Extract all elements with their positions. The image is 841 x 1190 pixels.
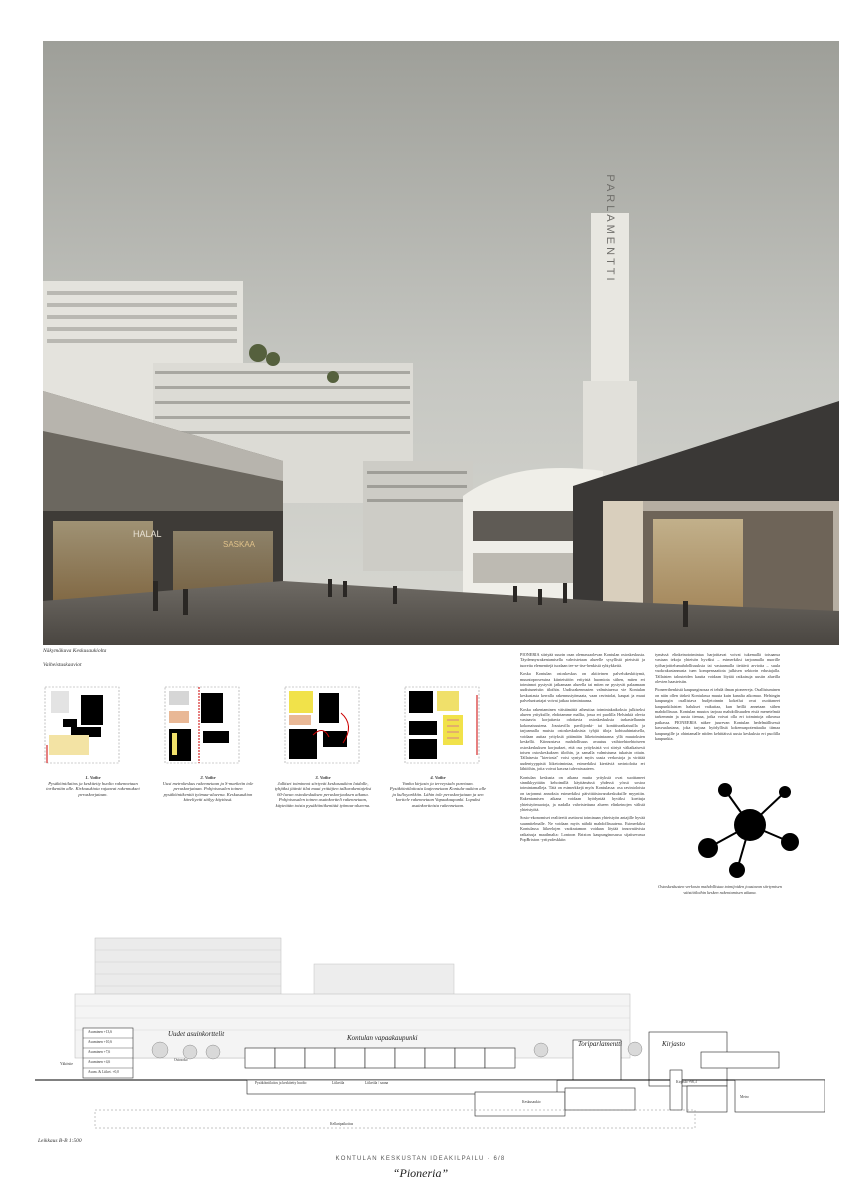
label-kirjasto: Kirjasto xyxy=(662,1040,685,1048)
shop-sign-saskaa: SASKAA xyxy=(223,540,256,549)
paragraph: tymässä elinkeinotoimintaa harjoittavat voivat tukemallä toisaansa vastaan tekoja yhteisön hyväksi – esimerkiksi tarjoamalla nuorille työharjoittelumahdollisuuksia tai vastaamalla tiettävä arvioita – suula vuokrakustannusta tuen kompensaatiota julkisen sektorin edustajalla. Tällaisten talouteiden kautta voidaan löytää ratkaisuja uusiin alueilla olevien haasteisiin. xyxy=(655,652,780,685)
label-asuminen-13: Asuminen +13,6 xyxy=(88,1030,112,1034)
phase-4-title: 4. Vaihe xyxy=(430,775,446,780)
render-caption: Näkymäkuva Keskusaukiolta xyxy=(43,648,107,654)
label-keskusaukio: Keskusaukio xyxy=(522,1100,541,1104)
phase-1-text xyxy=(43,775,143,797)
phase-1-title: 1. Vaihe xyxy=(85,775,101,780)
label-ykkostie: Ykköstie xyxy=(60,1062,73,1066)
network-caption: Ostoskeskusten verkosto mahdollistaa toimijoiden joustavan siirtymisen väistötiloihin kesken rakentamisen aikana. xyxy=(658,884,782,895)
text-column-1 xyxy=(520,652,645,845)
label-asuminen-0: Asum. & Liiket. +0,0 xyxy=(88,1070,119,1074)
label-asuminen-4: Asuminen +4,6 xyxy=(88,1060,111,1064)
label-toriparlamentti: Toriparlamentti xyxy=(578,1040,623,1048)
section-drawing xyxy=(35,932,825,1132)
competition-title: KONTULAN KESKUSTAN IDEAKILPAILU · 6/8 xyxy=(335,1156,506,1162)
label-kirjasto-level: Kirjasto +90,3 xyxy=(676,1080,697,1084)
phase-1-description: Pysäköintilaitos ja keskitetty huolto rakennetaan torikentän alle. Kirkoaukiota rajaavat rakennukset peruskorjataan. xyxy=(46,780,140,797)
paragraph: Kontulan keskusta on aikana mutta yrityksiä ovat suoittaneet sinnikkyyttään kehoimillä käyttämässä yhdessä yössä sosioa toimintamalleja. Tätä on esimerkkejä myös Kontulassa: osa ravintoloista on tarjonnut annoksia esimerkiksi päivittäistavarakeskuksille myyntiin. Rakentamisen aikana voidaan hyödyntää hyväksi koettuja yhteistyömuotoja, ja nadalla vahvistettuna alueen elinkeinojen välistä yhteistyötä. xyxy=(520,774,645,812)
label-asuminen-10: Asuminen +10,6 xyxy=(88,1040,112,1044)
phase-3-description: Julkiset toiminnot siirtyvät keskusaukion laidalle, tyhjäksi jäävät tilat muut yrittäjien talkurakentajeksi 60-luvun ostoskeskuksen peruskorjauksen aikana. Pohjoisosalen toinen asuinkortteli rakennetaan, käytetään toista pysäköintikenttää työmaa-alueena. xyxy=(274,780,372,808)
phase-4-description: Vanha kirjasto ja terveystalo puretaan. Pysäköintilaitosta laajennetaan Kontula-aukion alle ja kulloyarkkiin. Lähin tole peruskorjataan ja sen korttele rakennetaan Vapaakaupunki. Lopuksi asuinkortteista rakennetaan. xyxy=(389,780,487,808)
label-vapaakaupunki: Kontulan vapaakaupunki xyxy=(347,1034,418,1042)
label-uudet-asuinkorttelit: Uudet asuinkorttelit xyxy=(168,1030,225,1038)
label-liiketila-sauna: Liiketila / sauna xyxy=(365,1081,389,1085)
phase-4-diagram xyxy=(403,685,481,765)
phase-3-text xyxy=(273,775,373,809)
phase-3-diagram xyxy=(283,685,361,765)
phase-2-title: 2. Vaihe xyxy=(200,775,216,780)
label-ostosoko: Ostosoko xyxy=(174,1058,188,1062)
paragraph: Pioneerihenkistä kaupunginosaa ei tehdä ilman pioneereja. Osallistuminen on näin ollen tärkeä Kontulassa muuta kuin kanalta aikomuo. Helsingin kaupungin osallistava budjetoinnin kokeilut ovat osoittaneet kaupunkilaisten halukset vaikuttaa, kun heillä annetaan siihen mahdollisuus. Kontulan muutos tarjoaa mahdollisuuden etsiä menetelmiä tarkemmin ja uusia tiemaa, jotka voivat olla eri toimintoja oikeassa paikassa. PIONEERIA näkee juurevan Kontulan hedelmällisessä kasvualustana, joka tarjoaa hyödyllistä kokemuspotentiaalia tiimaa kaupungille ja ohintamalle niiden kehittäissä uusia keskuksia eri puolilla kaupunkia. xyxy=(655,687,780,742)
tower-sign: PARLAMENTTI xyxy=(604,174,616,284)
phase-4-text xyxy=(388,775,488,809)
paragraph: Koska rakentaminen väistämättä aiheuttaa toimintakatkoksia julkiseksi alueen yrityksille, ehdotamme mallia, jossa eri puolilla Helsinkiä olevia vastaavia korjattavia odottavia ostoskeskuksia tarkastellaanin kokonaisuutena. Joustavilla pavilijonki- tai kontitisratkaisuilla ja tarjoamalla muista ostoskeskuksista tyhjiä tiloja kohtuuhintaisella, voidaan auttaa yrityksiä pitämään liiketoimintaansa yllä muutoksien keskellä. Kiinnostava mahdollisuus avautuu vaihtoehtoehtoiseen ostoskeskuksen korjaukset, että osa yrityksistä voi siirtyä väliaikaisesti toisen ostoskeskuksen tiloihin, ja samalla valmistuma tukaisin ottain. Tällaisesta "kiertosta" voisi syntyä myös uusia verkostoja ja virittää uudentyyppistä liiketoimintaa, esimerkiksi kiertäviä ravintoloita eri lähiöihin, joita voivat kasvaa tulevaisuuteen. xyxy=(520,706,645,772)
section-scale-label: Leikkaus B-B 1:500 xyxy=(38,1138,82,1144)
label-kellaripaikoitus: Kellaripaikoitus xyxy=(330,1122,354,1126)
label-asuminen-7: Asuminen +7,6 xyxy=(88,1050,111,1054)
shop-sign-halal: HALAL xyxy=(133,529,162,539)
text-column-2 xyxy=(655,652,780,745)
label-metro: Metro xyxy=(740,1095,749,1099)
label-pysakointi: Pysäköintilaitos ja keskitetty huolto xyxy=(255,1081,307,1085)
hero-render xyxy=(43,41,839,645)
entry-name: “Pioneria” xyxy=(392,1166,449,1180)
phase-2-text xyxy=(158,775,258,803)
paragraph: Sosio-ekonomiset realiteetit asettavat toiminaan yhteistyön antajille hyvää suunnitelmalle. Ne voidaan myös nähdä mahdollisuutena. Esimerkiksi Kontulassa liikeelojen vaokratamon voidaan löytää innovatiivisia ratkaisuja maailmalta: Lontoon Brixton kaupunginosassa sijaitsevassa PopBrixton -yritysdeskkiin xyxy=(520,815,645,842)
phase-2-description: Uusi metrokeskus rakennetaan ja S-marketin tole peruskorjataan. Pohjoisosalen toinen pysäköintikenttä työmaa-alueena. Keskusaukion käveltyetti säilyy käytössä. xyxy=(162,780,254,803)
plaza-render-image xyxy=(43,41,839,645)
paragraph: Koska Kontulan ostoskeskus on aktiivinen palvelukeskittymä, muuntoprosessina kiinteistöön erityistä huomiota siihen, miten eri toiminnot pystyvät jatkamaan alueella tai miten ne pystyvät palaamaan uudistuneisiin tiloihin. Uudisrakennusten valmistuessa vie Kontulan keskustasta kerralla rakennustyömaata, vaan ravintolat, kaupat ja muut palvelunturiajat voivat jatkaa toimintaansa. xyxy=(520,671,645,704)
phase-3-title: 3. Vaihe xyxy=(315,775,331,780)
network-diagram xyxy=(675,770,805,882)
phase-2-diagram xyxy=(163,685,241,765)
phase-1-diagram xyxy=(43,685,121,765)
paragraph: PIONERIA siirtyää suurin osan olemassaolevan Kontulan ostoskeskusta. Täydennysrakentamisella vahvistetaan alueelle sysyllistä pietsistä ja tuoreita elementtejä tuodaan tee-se-itse-henkistä ryhtykkeitä. xyxy=(520,652,645,668)
phasing-heading: Vaiheistuskaaviot xyxy=(43,662,82,668)
label-liiketila: Liiketila xyxy=(332,1081,345,1085)
